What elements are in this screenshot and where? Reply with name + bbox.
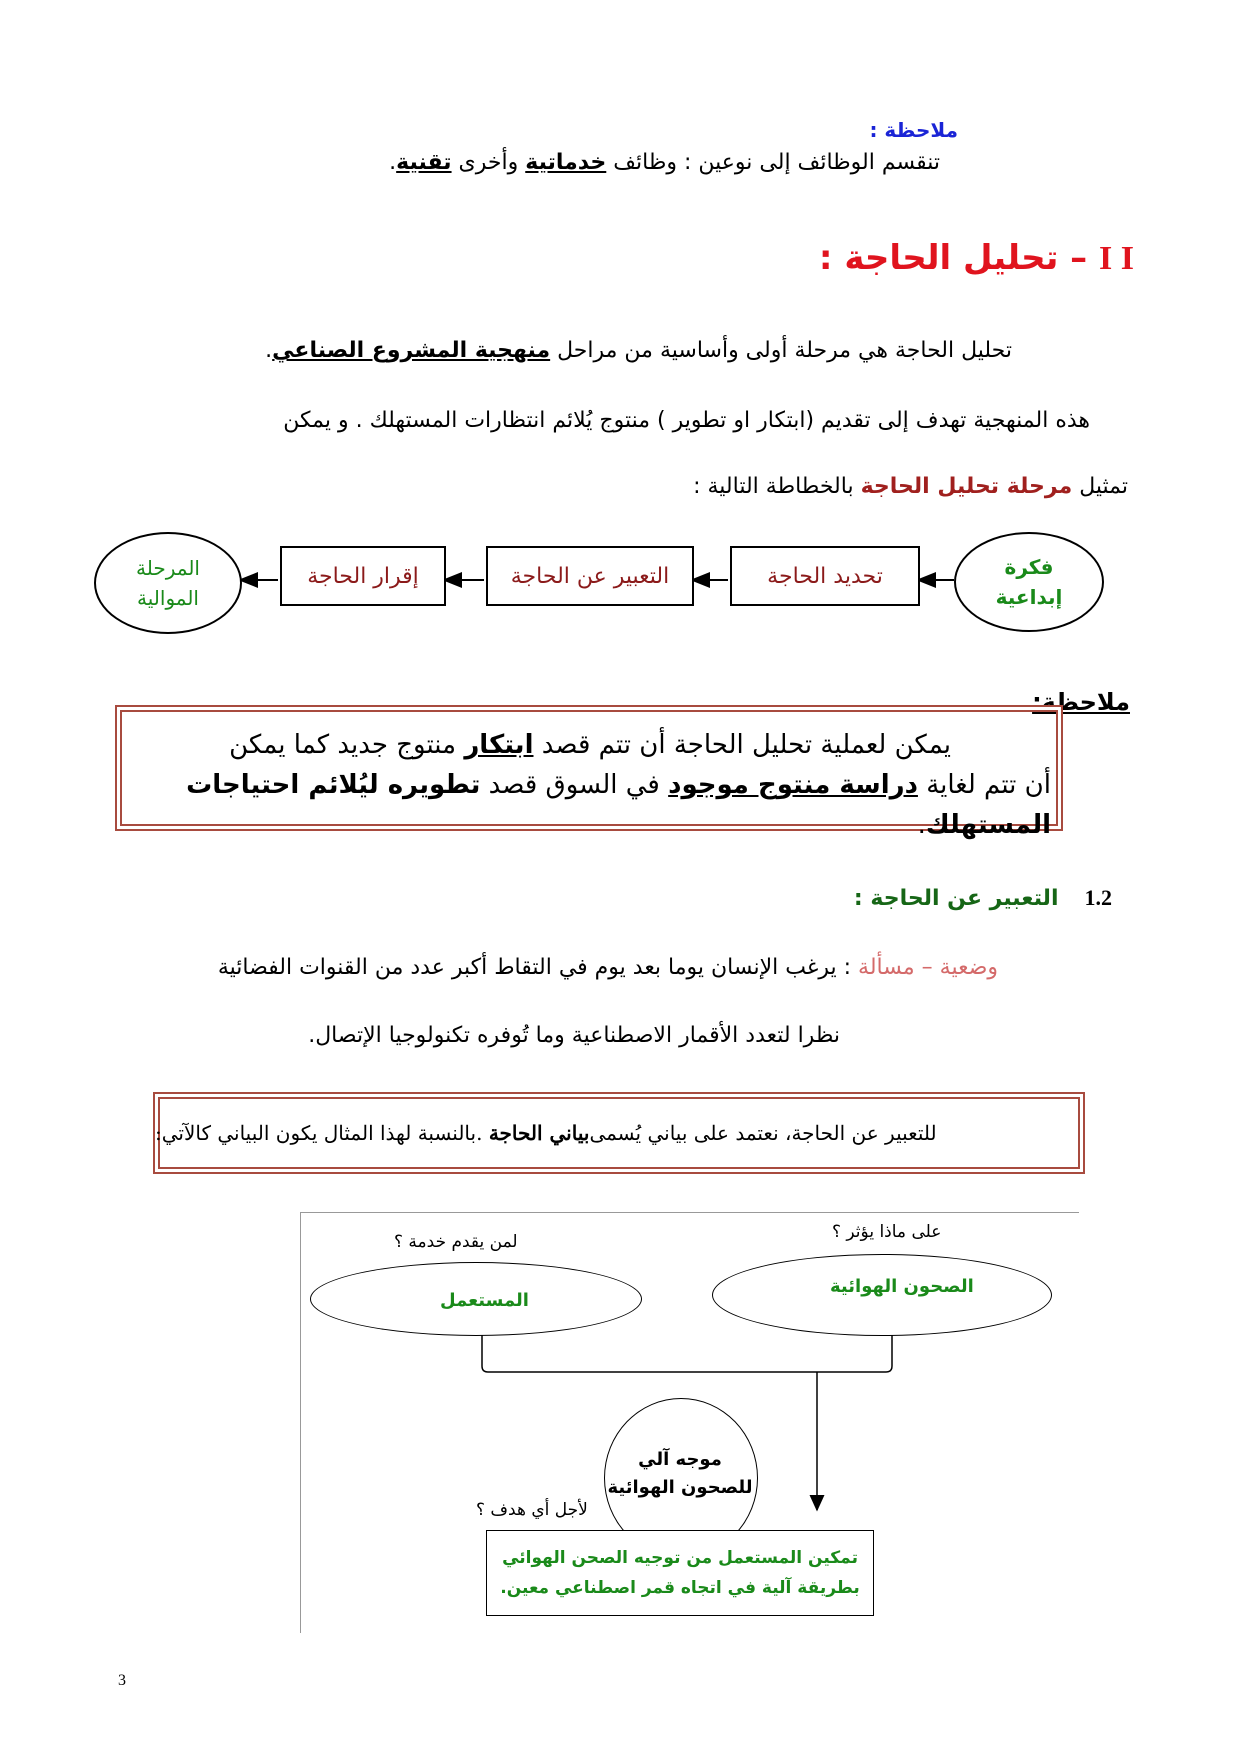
p3-text-c: بالخطاطة التالية : xyxy=(693,474,861,499)
flow-step-validate: إقرار الحاجة xyxy=(280,546,446,606)
product-label xyxy=(604,1446,756,1502)
p3-phase: مرحلة تحليل الحاجة xyxy=(860,474,1073,499)
connector-horn xyxy=(482,1332,892,1372)
note2-develop: تطويره ليُلائم احتياجات المستهلك xyxy=(186,770,1051,840)
flow-step-identify: تحديد الحاجة xyxy=(730,546,920,606)
goal-line1: تمكين المستعمل من توجيه الصحن الهوائي xyxy=(502,1548,858,1568)
p1-text-a: تحليل الحاجة هي مرحلة أولى وأساسية من مراحل xyxy=(550,338,1012,363)
intro-text-c: .بالنسبة لهذا المثال يكون البياني كالآتي: xyxy=(155,1121,483,1145)
intro-text-a: للتعبير عن الحاجة، نعتمد على بياني يُسمى xyxy=(589,1121,937,1145)
functions-text-a: تنقسم الوظائف إلى نوعين : وظائف xyxy=(606,150,940,175)
flow-end-line2: الموالية xyxy=(137,586,199,610)
goal-line2: بطريقة آلية في اتجاه قمر اصطناعي معين. xyxy=(500,1578,860,1598)
note2-r2-a: أن تتم لغاية xyxy=(917,770,1051,800)
paragraph-2: هذه المنهجية تهدف إلى تقديم (ابتكار او تطوير ) منتوج يُلائم انتظارات المستهلك . و يمكن xyxy=(283,408,1090,433)
user-label: المستعمل xyxy=(440,1290,529,1311)
note2-title: ملاحظة: xyxy=(1032,688,1130,716)
section-dash: – xyxy=(1058,238,1100,278)
section-title-text: تحليل الحاجة xyxy=(844,238,1059,278)
note2-r2-c: في السوق قصد xyxy=(480,770,669,800)
subsection-number: 1.2 xyxy=(1084,885,1112,910)
situation-line-2: نظرا لتعدد الأقمار الاصطناعية وما تُوفره تكنولوجيا الإتصال. xyxy=(308,1023,840,1048)
question-object: على ماذا يؤثر ؟ xyxy=(832,1222,942,1242)
subsection-title-text: التعبير عن الحاجة : xyxy=(853,886,1059,911)
goal-box xyxy=(486,1530,874,1616)
functions-word-service: خدماتية xyxy=(525,150,607,175)
object-label: الصحون الهوائية xyxy=(830,1276,974,1297)
flow-step-express: التعبير عن الحاجة xyxy=(486,546,694,606)
flow-start-line1: فكرة xyxy=(1004,555,1054,579)
p1-end: . xyxy=(265,338,273,363)
p1-methodology: منهجية المشروع الصناعي xyxy=(272,338,551,363)
note2-study: دراسة منتوج موجود xyxy=(668,770,918,800)
note-title: ملاحظة : xyxy=(869,118,958,142)
page-number: 3 xyxy=(118,1672,126,1689)
functions-word-technical: تقنية xyxy=(396,150,452,175)
situation-text-1: : يرغب الإنسان يوما بعد يوم في التقاط أكبر عدد من القنوات الفضائية xyxy=(217,955,859,980)
functions-end: . xyxy=(389,150,397,175)
flow-end-line1: المرحلة xyxy=(136,556,200,580)
note2-r1-a: يمكن لعملية تحليل الحاجة أن تتم قصد xyxy=(533,730,951,760)
product-line1: موجه آلي xyxy=(638,1449,722,1470)
note2-innovate: ابتكار xyxy=(464,730,534,760)
p3-text-a: تمثيل xyxy=(1072,474,1128,499)
functions-text-b: وأخرى xyxy=(451,150,526,175)
note2-r2-e: . xyxy=(917,810,926,840)
section-colon: : xyxy=(818,238,845,278)
product-line2: للصحون الهوائية xyxy=(607,1477,753,1498)
note2-r1-c: منتوج جديد كما يمكن xyxy=(229,730,465,760)
question-goal: لأجل أي هدف ؟ xyxy=(476,1500,588,1520)
flow-start-line2: إبداعية xyxy=(995,585,1063,609)
intro-need-diagram: بياني الحاجة xyxy=(488,1121,590,1145)
question-user: لمن يقدم خدمة ؟ xyxy=(394,1232,518,1252)
section-number: I I xyxy=(1099,240,1134,277)
situation-label: وضعية – مسألة xyxy=(858,955,998,980)
